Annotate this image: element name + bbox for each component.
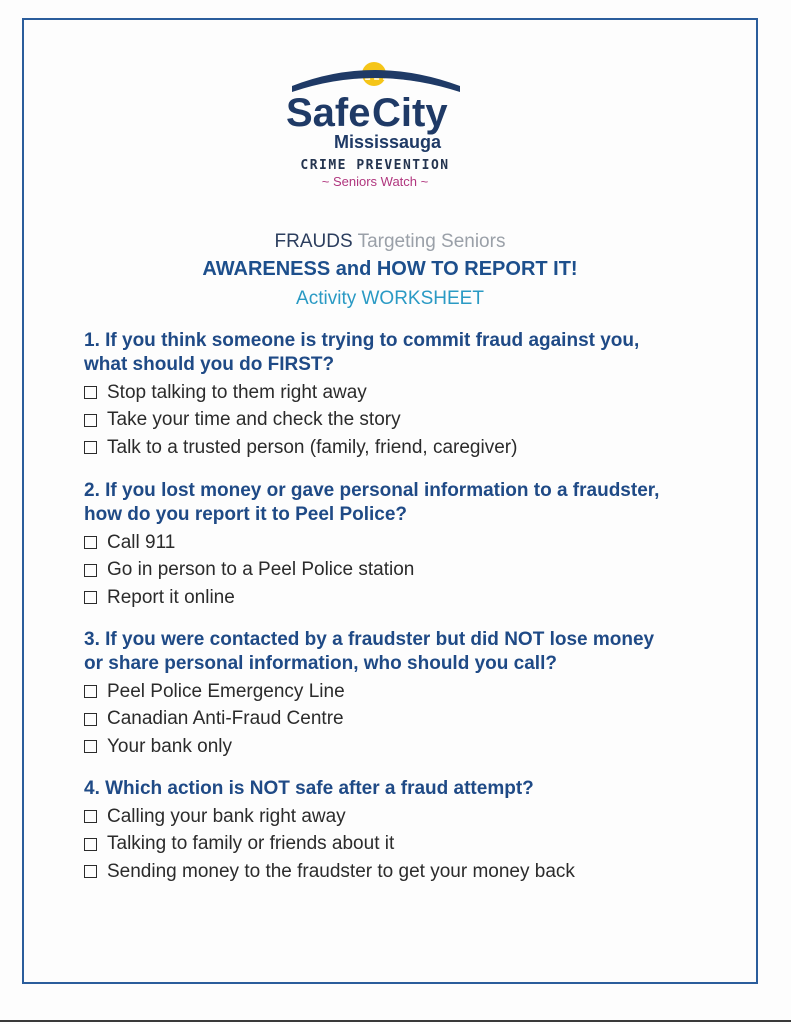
checkbox-icon[interactable]: [84, 564, 97, 577]
question-3-option-2[interactable]: Canadian Anti-Fraud Centre: [84, 706, 734, 734]
question-4-option-2[interactable]: Talking to family or friends about it: [84, 831, 734, 859]
checkbox-icon[interactable]: [84, 685, 97, 698]
question-2-option-3[interactable]: Report it online: [84, 584, 734, 612]
logo-program-text: CRIME PREVENTION: [300, 158, 450, 173]
question-2-option-2[interactable]: Go in person to a Peel Police station: [84, 557, 734, 585]
question-4-text: 4. Which action is NOT safe after a fraud attempt?: [84, 778, 534, 799]
checkbox-icon[interactable]: [84, 865, 97, 878]
header-frauds: FRAUDS: [274, 231, 353, 252]
question-1-option-2[interactable]: Take your time and check the story: [84, 407, 734, 435]
question-4-option-3[interactable]: Sending money to the fraudster to get your money back: [84, 858, 734, 886]
page-title: AWARENESS and HOW TO REPORT IT!: [202, 258, 578, 280]
checkbox-icon[interactable]: [84, 713, 97, 726]
checkbox-icon[interactable]: [84, 838, 97, 851]
logo-safe-text: Safe: [286, 91, 371, 135]
question-3-option-1[interactable]: Peel Police Emergency Line: [84, 678, 734, 706]
logo-city-text: City: [372, 91, 448, 135]
checkbox-icon[interactable]: [84, 591, 97, 604]
checkbox-icon[interactable]: [84, 740, 97, 753]
checkbox-icon[interactable]: [84, 441, 97, 454]
question-1: [84, 329, 734, 462]
question-3-option-3[interactable]: Your bank only: [84, 733, 734, 761]
question-2-text: 2. If you lost money or gave personal information to a fraudster, how do you report it to Peel Police?: [84, 480, 660, 525]
safecity-logo: [282, 56, 468, 194]
question-4: [84, 777, 734, 886]
logo-graphic: [282, 56, 468, 156]
question-3-text: 3. If you were contacted by a fraudster but did NOT lose money or share personal information, who should you call?: [84, 629, 655, 674]
header-line-frauds: [22, 231, 758, 253]
header-targeting: Targeting Seniors: [357, 231, 506, 252]
checkbox-icon[interactable]: [84, 414, 97, 427]
logo-place-text: Mississauga: [334, 132, 442, 152]
bottom-divider: [0, 1020, 791, 1022]
question-1-text: 1. If you think someone is trying to commit fraud against you, what should you do FIRST?: [84, 330, 640, 375]
question-3: [84, 628, 734, 761]
question-4-option-1[interactable]: Calling your bank right away: [84, 803, 734, 831]
logo-tagline-text: ~ Seniors Watch ~: [321, 174, 429, 189]
question-2-option-1[interactable]: Call 911: [84, 529, 734, 557]
question-2: [84, 479, 734, 612]
question-1-option-1[interactable]: Stop talking to them right away: [84, 379, 734, 407]
checkbox-icon[interactable]: [84, 536, 97, 549]
question-1-option-3[interactable]: Talk to a trusted person (family, friend, caregiver): [84, 434, 734, 462]
checkbox-icon[interactable]: [84, 386, 97, 399]
page-subtitle: Activity WORKSHEET: [296, 288, 484, 309]
checkbox-icon[interactable]: [84, 810, 97, 823]
